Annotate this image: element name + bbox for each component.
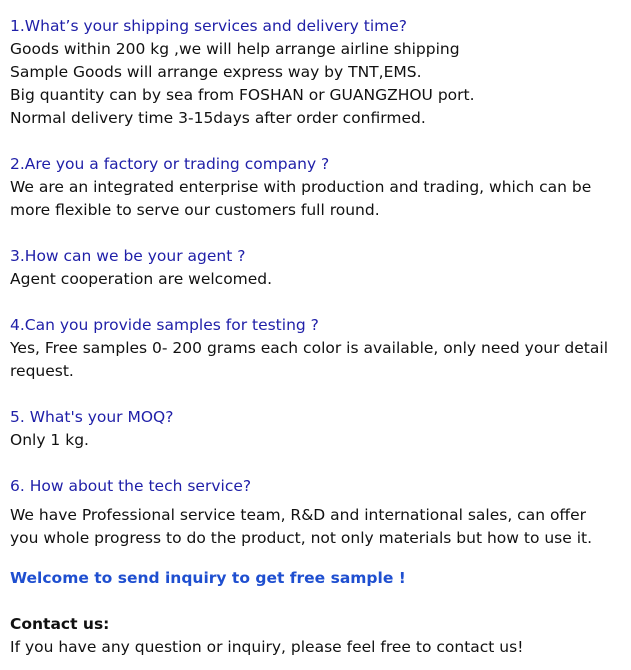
faq-answer-6-line-1: We have Professional service team, R&D and international sales, can offer — [10, 506, 587, 524]
faq-question-5: 5. What's your MOQ? — [10, 408, 174, 426]
contact-text: If you have any question or inquiry, please feel free to contact us! — [10, 638, 524, 656]
faq-answer-2-line-1: We are an integrated enterprise with production and trading, which can be — [10, 178, 592, 196]
faq-answer-4-line-1: Yes, Free samples 0- 200 grams each color is available, only need your detail — [10, 339, 608, 357]
faq-answer-2-line-2: more flexible to serve our customers full round. — [10, 201, 380, 219]
faq-question-4: 4.Can you provide samples for testing ? — [10, 316, 319, 334]
faq-question-3: 3.How can we be your agent ? — [10, 247, 246, 265]
faq-question-2: 2.Are you a factory or trading company ? — [10, 155, 330, 173]
faq-answer-3-line-1: Agent cooperation are welcomed. — [10, 270, 273, 288]
faq-answer-4-line-2: request. — [10, 362, 74, 380]
faq-question-6: 6. How about the tech service? — [10, 477, 252, 495]
faq-answer-5-line-1: Only 1 kg. — [10, 431, 89, 449]
welcome-text: Welcome to send inquiry to get free sample ! — [10, 569, 406, 587]
faq-question-1: 1.What’s your shipping services and delivery time? — [10, 17, 408, 35]
contact-heading: Contact us: — [10, 615, 110, 633]
faq-answer-1-line-1: Goods within 200 kg ,we will help arrange airline shipping — [10, 40, 460, 58]
faq-answer-1-line-3: Big quantity can by sea from FOSHAN or GUANGZHOU port. — [10, 86, 475, 104]
faq-answer-6-line-2: you whole progress to do the product, not only materials but how to use it. — [10, 529, 593, 547]
faq-answer-1-line-2: Sample Goods will arrange express way by TNT,EMS. — [10, 63, 422, 81]
faq-answer-1-line-4: Normal delivery time 3-15days after order confirmed. — [10, 109, 426, 127]
